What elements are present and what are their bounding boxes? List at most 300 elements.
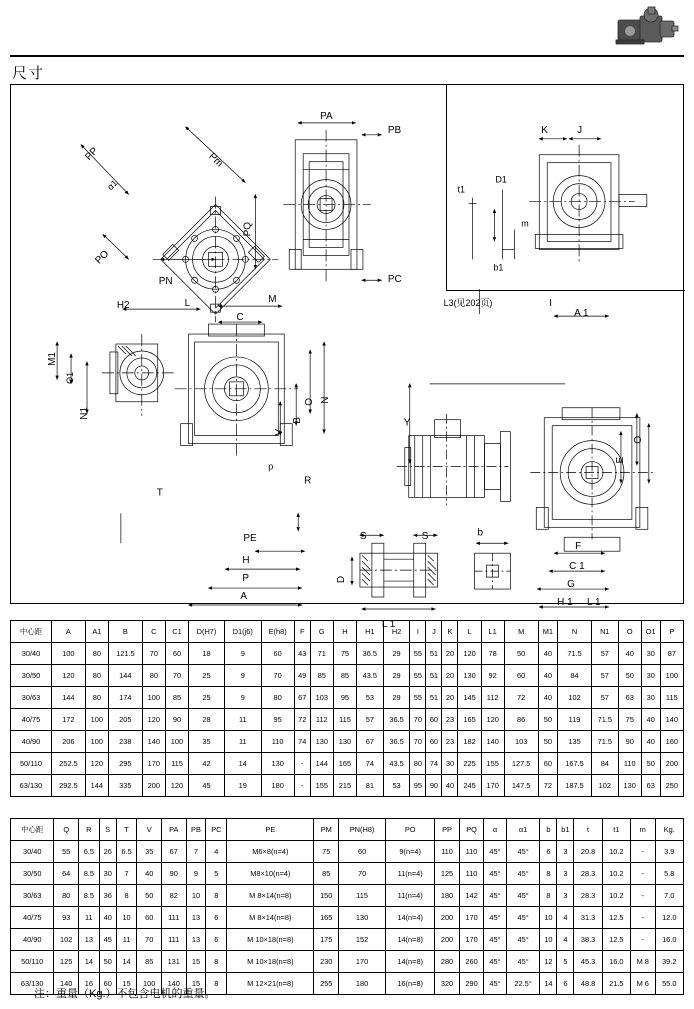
table-cell: 165: [314, 907, 339, 929]
table-cell: 30: [641, 665, 660, 687]
t2-th-5: V: [137, 819, 162, 841]
table-cell: 102: [558, 687, 592, 709]
table-cell: 102: [591, 775, 618, 797]
row-center-distance: 40/75: [11, 709, 52, 731]
t2-th-1: Q: [54, 819, 79, 841]
table-cell: 11: [224, 709, 261, 731]
table-cell: 250: [660, 775, 683, 797]
table-cell: 85: [314, 863, 339, 885]
table-cell: 74: [357, 753, 384, 775]
t2-th-0: 中心距: [11, 819, 54, 841]
table-cell: 72: [538, 775, 558, 797]
table-cell: 45.3: [574, 951, 602, 973]
table2-header-row: [11, 819, 684, 841]
row-center-distance: 63/130: [11, 973, 54, 995]
table-cell: 42: [189, 753, 225, 775]
table-cell: 40: [538, 665, 558, 687]
table-cell: 11: [116, 929, 137, 951]
table-cell: 9: [224, 687, 261, 709]
table-cell: 230: [314, 951, 339, 973]
table-cell: 170: [142, 753, 165, 775]
table-cell: 72: [294, 709, 310, 731]
table-cell: 174: [108, 687, 142, 709]
label-l: L: [184, 298, 191, 310]
table-cell: 36.5: [383, 709, 410, 731]
row-center-distance: 30/40: [11, 841, 54, 863]
row-center-distance: 30/50: [11, 863, 54, 885]
table-cell: 29: [383, 687, 410, 709]
label-h2: H2: [116, 300, 130, 312]
table-cell: 22.5°: [506, 973, 540, 995]
table-cell: 95: [333, 687, 356, 709]
table-cell: 10: [540, 907, 557, 929]
table-cell: -: [631, 841, 656, 863]
table-cell: 15: [186, 951, 206, 973]
table-cell: -: [294, 753, 310, 775]
table-cell: 10: [540, 929, 557, 951]
table-cell: 111: [161, 929, 186, 951]
table-cell: 51: [426, 665, 442, 687]
table-cell: 23: [442, 731, 458, 753]
table-cell: 120: [51, 665, 85, 687]
table-cell: 40: [641, 709, 660, 731]
label-o1: O1: [65, 371, 76, 384]
table-cell: 144: [310, 753, 333, 775]
table-cell: 20.8: [574, 841, 602, 863]
label-j: J: [577, 124, 583, 136]
table-cell: 5: [206, 863, 227, 885]
table-cell: 18: [189, 643, 225, 665]
table-cell: 165: [333, 753, 356, 775]
table-cell: 70: [142, 643, 165, 665]
t2-th-7: PB: [186, 819, 206, 841]
table-cell: 53: [357, 687, 384, 709]
t2-th-11: PN(H8): [339, 819, 386, 841]
table-cell: 20: [442, 687, 458, 709]
table-cell: 125: [54, 951, 79, 973]
table-cell: 7: [186, 841, 206, 863]
table-cell: 3: [557, 863, 574, 885]
table-cell: 19: [224, 775, 261, 797]
table-cell: 14: [540, 973, 557, 995]
table-cell: 170: [459, 907, 484, 929]
table-cell: 13: [186, 929, 206, 951]
table-cell: 13: [186, 907, 206, 929]
table-cell: 3.9: [655, 841, 683, 863]
table-cell: M 12×21(n=8): [227, 973, 314, 995]
table-cell: 9: [224, 643, 261, 665]
table-cell: 45°: [484, 885, 506, 907]
table-cell: 74: [426, 753, 442, 775]
table-cell: 45°: [506, 951, 540, 973]
table-cell: 75: [333, 643, 356, 665]
table-cell: 100: [660, 665, 683, 687]
table-cell: 55: [410, 665, 426, 687]
table-cell: 35: [189, 731, 225, 753]
label-m: m: [521, 218, 529, 229]
table-cell: 48.8: [574, 973, 602, 995]
table-cell: 103: [310, 687, 333, 709]
table-cell: 36: [99, 885, 116, 907]
row-center-distance: 30/63: [11, 885, 54, 907]
table-cell: M 10×18(n=8): [227, 929, 314, 951]
th-18: L1: [481, 621, 504, 643]
table-cell: 121.5: [108, 643, 142, 665]
label-h1: H 1: [557, 596, 573, 608]
label-o-right: O: [632, 435, 644, 444]
table-cell: 150: [314, 885, 339, 907]
table-cell: 200: [142, 775, 165, 797]
table-cell: 60: [426, 731, 442, 753]
table-cell: 144: [51, 687, 85, 709]
row-center-distance: 63/130: [11, 775, 52, 797]
table-cell: 120: [458, 643, 481, 665]
table-cell: 14: [224, 753, 261, 775]
table-cell: 85: [137, 951, 162, 973]
label-m1: M1: [47, 352, 59, 366]
table-cell: 50: [137, 885, 162, 907]
table-cell: 180: [339, 973, 386, 995]
th-3: B: [108, 621, 142, 643]
th-23: O: [618, 621, 641, 643]
table-cell: 16: [78, 973, 99, 995]
table-cell: 40: [538, 687, 558, 709]
table-cell: 9(n=4): [386, 841, 435, 863]
table-cell: 75: [314, 841, 339, 863]
row-center-distance: 30/50: [11, 665, 52, 687]
table-cell: 70: [165, 665, 188, 687]
table-cell: 175: [314, 929, 339, 951]
label-a1: A 1: [574, 308, 589, 320]
table-cell: 60: [339, 841, 386, 863]
table-cell: 45°: [484, 951, 506, 973]
table-cell: 200: [435, 907, 460, 929]
table-cell: 7.0: [655, 885, 683, 907]
table-cell: 86: [504, 709, 538, 731]
table-cell: 70: [410, 709, 426, 731]
table-cell: 28.3: [574, 885, 602, 907]
label-d1: D1: [495, 174, 507, 185]
table-cell: 115: [333, 709, 356, 731]
table-cell: 102: [54, 929, 79, 951]
table-cell: 80: [261, 687, 294, 709]
table-cell: 206: [51, 731, 85, 753]
table-cell: 67: [357, 731, 384, 753]
table-cell: 155: [310, 775, 333, 797]
table-cell: 255: [314, 973, 339, 995]
table-cell: 10: [116, 907, 137, 929]
th-21: N: [558, 621, 592, 643]
th-10: G: [310, 621, 333, 643]
table-cell: 130: [339, 907, 386, 929]
dimension-table-2: [10, 818, 684, 995]
table-cell: 111: [161, 907, 186, 929]
table-cell: 70: [339, 863, 386, 885]
table-cell: 93: [54, 907, 79, 929]
table-cell: 11(n=4): [386, 885, 435, 907]
table-cell: M 8×14(n=8): [227, 885, 314, 907]
table-cell: 63: [618, 687, 641, 709]
table-cell: 53: [383, 775, 410, 797]
table-cell: 182: [458, 731, 481, 753]
table-cell: 95: [410, 775, 426, 797]
t2-th-20: t1: [602, 819, 630, 841]
th-11: H: [333, 621, 356, 643]
label-a: A: [240, 591, 248, 603]
label-pb: PB: [387, 124, 402, 136]
table-cell: 144: [108, 665, 142, 687]
table-cell: 16.0: [655, 929, 683, 951]
table-cell: 5.8: [655, 863, 683, 885]
row-center-distance: 40/90: [11, 929, 54, 951]
table-cell: 260: [459, 951, 484, 973]
table-cell: 43.5: [383, 753, 410, 775]
table-cell: 200: [660, 753, 683, 775]
table-cell: 55.0: [655, 973, 683, 995]
table-cell: 145: [458, 687, 481, 709]
label-l3: L3(见202页): [443, 298, 493, 309]
table-cell: 115: [339, 885, 386, 907]
label-e: E: [614, 456, 626, 464]
table-cell: 144: [85, 775, 108, 797]
table-cell: 120: [165, 775, 188, 797]
table-cell: 63: [641, 775, 660, 797]
table-cell: 167.5: [558, 753, 592, 775]
th-16: K: [442, 621, 458, 643]
table-cell: 60: [538, 753, 558, 775]
table-cell: -: [631, 907, 656, 929]
table-cell: 130: [618, 775, 641, 797]
row-center-distance: 50/110: [11, 753, 52, 775]
table-cell: 57: [357, 709, 384, 731]
table-cell: 21.5: [602, 973, 630, 995]
table-cell: 8: [206, 973, 227, 995]
table-cell: 25: [189, 665, 225, 687]
table-cell: 36.5: [383, 731, 410, 753]
table-row: [11, 775, 684, 797]
t2-th-16: α1: [506, 819, 540, 841]
t2-th-14: PQ: [459, 819, 484, 841]
label-d: D: [336, 575, 348, 584]
table-cell: 8.5: [78, 863, 99, 885]
th-4: C: [142, 621, 165, 643]
table-cell: 40: [538, 643, 558, 665]
t2-th-2: R: [78, 819, 99, 841]
table-cell: 45°: [506, 907, 540, 929]
table-cell: 40: [618, 643, 641, 665]
table-cell: 131: [161, 951, 186, 973]
table-cell: 115: [165, 753, 188, 775]
table-row: [11, 687, 684, 709]
th-19: M: [504, 621, 538, 643]
table-cell: 90: [426, 775, 442, 797]
table-cell: 12.5: [602, 929, 630, 951]
table-cell: 45°: [484, 863, 506, 885]
table-cell: 72: [504, 687, 538, 709]
table-cell: 90: [165, 709, 188, 731]
table-cell: 49: [294, 665, 310, 687]
table-cell: 140: [161, 973, 186, 995]
t2-th-6: PA: [161, 819, 186, 841]
table-cell: 85: [310, 665, 333, 687]
table-cell: 130: [261, 753, 294, 775]
table-cell: 280: [435, 951, 460, 973]
table-cell: 82: [161, 885, 186, 907]
label-alpha1: α1: [105, 177, 120, 193]
table-cell: 40: [641, 731, 660, 753]
label-n: N: [320, 396, 332, 404]
table-cell: 80: [54, 885, 79, 907]
table-cell: 78: [481, 643, 504, 665]
table-cell: 55: [410, 687, 426, 709]
label-k: K: [541, 124, 548, 136]
table-cell: 51: [426, 687, 442, 709]
table-cell: 71.5: [591, 731, 618, 753]
t2-th-10: PM: [314, 819, 339, 841]
label-po: PO: [93, 248, 112, 267]
t2-th-8: PC: [206, 819, 227, 841]
table-cell: 140: [142, 731, 165, 753]
table-cell: 80: [85, 665, 108, 687]
t2-th-9: PE: [227, 819, 314, 841]
table-cell: 170: [339, 951, 386, 973]
label-c1: C 1: [569, 561, 585, 573]
table-cell: M8×10(n=4): [227, 863, 314, 885]
label-pq: PQ: [242, 222, 254, 237]
label-c: C: [236, 312, 244, 324]
table-cell: 45°: [484, 973, 506, 995]
table-row: [11, 951, 684, 973]
label-h: H: [242, 555, 250, 567]
label-b: B: [292, 417, 304, 424]
table-row: [11, 709, 684, 731]
table-cell: 70: [410, 731, 426, 753]
table-cell: 103: [504, 731, 538, 753]
th-12: H1: [357, 621, 384, 643]
table-cell: 71: [310, 643, 333, 665]
table-cell: 14(n=8): [386, 951, 435, 973]
label-t1: t1: [457, 184, 466, 195]
table-cell: 9: [224, 665, 261, 687]
table-cell: 70: [261, 665, 294, 687]
table-cell: 180: [435, 885, 460, 907]
table-cell: 110: [261, 731, 294, 753]
th-25: P: [660, 621, 683, 643]
table-cell: 30: [99, 863, 116, 885]
table-cell: 130: [458, 665, 481, 687]
table-cell: 155: [481, 753, 504, 775]
table-cell: 87: [660, 643, 683, 665]
label-pm: Pm: [206, 151, 225, 170]
table-cell: 130: [333, 731, 356, 753]
table-cell: 6: [540, 841, 557, 863]
th-15: J: [426, 621, 442, 643]
table-cell: 10.2: [602, 885, 630, 907]
table-cell: 50: [641, 753, 660, 775]
label-o: O: [304, 398, 316, 406]
table-cell: 60: [137, 907, 162, 929]
table-cell: 45°: [506, 863, 540, 885]
table-cell: 3: [557, 841, 574, 863]
table-cell: 20: [442, 643, 458, 665]
table-cell: 8: [116, 885, 137, 907]
table-cell: 130: [310, 731, 333, 753]
table-cell: 110: [459, 841, 484, 863]
table-row: [11, 907, 684, 929]
table-cell: 13: [78, 929, 99, 951]
table-cell: 50: [538, 731, 558, 753]
table-cell: 110: [459, 863, 484, 885]
table1-header-row: [11, 621, 684, 643]
table-cell: 45°: [484, 907, 506, 929]
table-cell: 6: [557, 973, 574, 995]
th-6: D(H7): [189, 621, 225, 643]
table-row: [11, 665, 684, 687]
table-cell: 4: [557, 929, 574, 951]
table-cell: 23: [442, 709, 458, 731]
table-cell: 57: [591, 665, 618, 687]
t2-th-17: b: [540, 819, 557, 841]
table-cell: 85: [333, 665, 356, 687]
th-22: N1: [591, 621, 618, 643]
row-center-distance: 40/90: [11, 731, 52, 753]
table-cell: 74: [294, 731, 310, 753]
t2-th-13: PP: [435, 819, 460, 841]
table-cell: 60: [426, 709, 442, 731]
table-cell: 152: [339, 929, 386, 951]
label-p-small: p: [268, 461, 274, 472]
table-cell: M 10×18(n=8): [227, 951, 314, 973]
table-cell: 292.5: [51, 775, 85, 797]
th-24: O1: [641, 621, 660, 643]
table-cell: 252.5: [51, 753, 85, 775]
table-cell: 35: [137, 841, 162, 863]
t2-th-3: S: [99, 819, 116, 841]
table-cell: 30: [641, 687, 660, 709]
table-cell: 64: [54, 863, 79, 885]
table-cell: 30: [641, 643, 660, 665]
table-row: [11, 643, 684, 665]
table-cell: 180: [261, 775, 294, 797]
table-cell: 10.2: [602, 863, 630, 885]
table-cell: 85: [165, 687, 188, 709]
table-cell: 84: [558, 665, 592, 687]
label-b1: b1: [493, 262, 504, 273]
table-cell: 67: [294, 687, 310, 709]
th-5: C1: [165, 621, 188, 643]
table-row: [11, 753, 684, 775]
th-17: L: [458, 621, 481, 643]
th-9: F: [294, 621, 310, 643]
table-cell: M6×8(n=4): [227, 841, 314, 863]
table-cell: 92: [481, 665, 504, 687]
table-cell: 125: [435, 863, 460, 885]
th-20: M1: [538, 621, 558, 643]
table-cell: 55: [54, 841, 79, 863]
table-cell: M 8: [631, 951, 656, 973]
table-cell: 57: [591, 687, 618, 709]
table-cell: 295: [108, 753, 142, 775]
table-cell: 60: [165, 643, 188, 665]
table-cell: 8: [206, 951, 227, 973]
table-cell: 75: [618, 709, 641, 731]
label-pe: PE: [243, 533, 257, 545]
table-cell: 26: [99, 841, 116, 863]
table-cell: 170: [481, 775, 504, 797]
gearbox-product-photo: [612, 4, 680, 52]
table-cell: 5: [557, 951, 574, 973]
table-cell: 84: [591, 753, 618, 775]
